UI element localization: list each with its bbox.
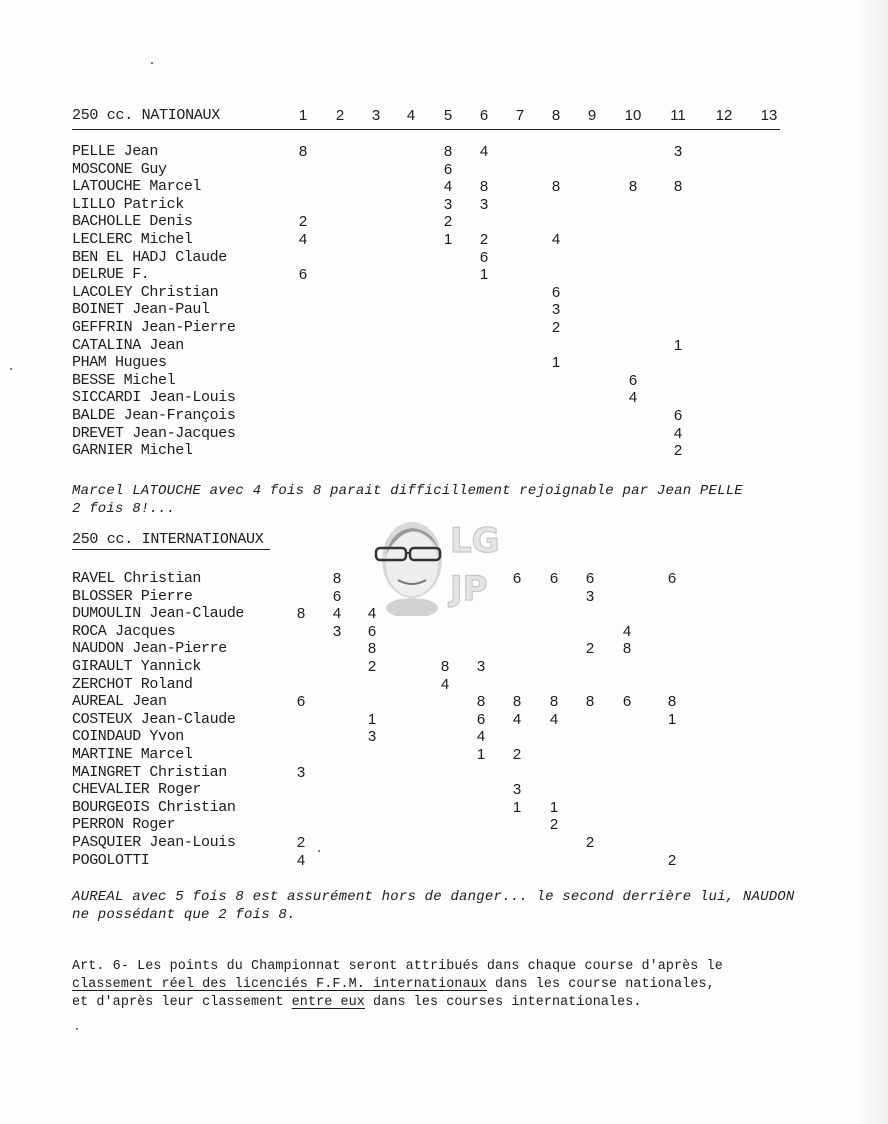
race-points: 6 [476,710,486,728]
section-header [0,107,888,129]
rider-name: BLOSSER Pierre [72,587,193,605]
result-row [0,337,888,355]
race-points: 1 [551,354,561,372]
underlined-text: entre eux [291,995,365,1010]
result-row [0,834,888,852]
rider-name: DREVET Jean-Jacques [72,424,236,442]
rider-name: BESSE Michel [72,371,176,389]
rider-name: DELRUE F. [72,266,150,284]
race-points: 2 [296,833,306,851]
rider-name: GARNIER Michel [72,442,193,460]
result-row [0,746,888,764]
result-row [0,231,888,249]
result-row [0,816,888,834]
race-points: 1 [667,710,677,728]
race-points: 8 [551,178,561,196]
article-text: et d'après leur classement [72,995,292,1010]
rider-name: RAVEL Christian [72,570,202,587]
column-heading: 11 [670,107,686,124]
section-title: 250 cc. NATIONAUX [72,107,220,124]
rider-name: CHEVALIER Roger [72,781,202,799]
race-points: 2 [549,816,559,834]
rider-name: BACHOLLE Denis [72,213,193,231]
result-row [0,693,888,711]
rider-name: LECLERC Michel [72,230,193,248]
result-row [0,676,888,694]
race-points: 3 [476,657,486,675]
result-row [0,425,888,443]
result-row [0,319,888,337]
rider-name: BALDE Jean-François [72,406,236,424]
race-points: 6 [667,570,677,587]
rider-name: GIRAULT Yannick [72,657,202,675]
race-points: 3 [512,781,522,799]
race-points: 6 [298,266,308,284]
article-line [72,994,832,1012]
article-6 [72,958,832,1012]
column-heading: 8 [551,107,561,124]
comment-internationaux [72,888,812,924]
race-points: 8 [476,693,486,711]
race-points: 6 [549,570,559,587]
rider-name: NAUDON Jean-Pierre [72,640,227,658]
result-row [0,196,888,214]
column-heading: 5 [443,107,453,124]
paper-speck [318,850,320,852]
result-row [0,143,888,161]
result-row [0,407,888,425]
rider-name: BOURGEOIS Christian [72,798,236,816]
svg-text:JP: JP [450,569,488,609]
race-points: 4 [296,851,306,869]
rider-name: LACOLEY Christian [72,283,219,301]
rider-name: PERRON Roger [72,816,176,834]
rider-name: POGOLOTTI [72,851,150,869]
race-points: 4 [476,728,486,746]
race-points: 4 [551,230,561,248]
race-points: 4 [673,424,683,442]
results-list [0,143,888,460]
race-points: 4 [298,230,308,248]
race-points: 8 [296,605,306,623]
paper-speck [76,1028,78,1030]
race-points: 1 [479,266,489,284]
comment-line: Marcel LATOUCHE avec 4 fois 8 parait difficillement rejoignable par Jean PELLE [72,483,743,499]
rider-name: MOSCONE Guy [72,160,167,178]
underlined-text: classement réel des licenciés F.F.M. internationaux [72,977,487,992]
race-points: 8 [367,640,377,658]
result-row [0,442,888,460]
rider-name: GEFFRIN Jean-Pierre [72,318,236,336]
race-points: 2 [479,230,489,248]
column-heading: 13 [760,107,778,124]
race-points: 4 [479,143,489,160]
race-points: 8 [298,143,308,160]
result-row [0,799,888,817]
result-row [0,284,888,302]
rider-name: DUMOULIN Jean-Claude [72,605,245,623]
result-row [0,728,888,746]
rider-name: ROCA Jacques [72,622,176,640]
race-points: 8 [549,693,559,711]
rider-name: MARTINE Marcel [72,745,193,763]
column-heading: 6 [479,107,489,124]
race-points: 2 [298,213,308,231]
column-heading: 4 [406,107,416,124]
rider-name: COINDAUD Yvon [72,728,184,746]
race-points: 4 [628,389,638,407]
result-row [0,623,888,641]
section-nationaux [0,107,888,460]
race-points: 3 [585,587,595,605]
column-heading: 9 [587,107,597,124]
race-points: 2 [673,442,683,460]
rider-name: PHAM Hugues [72,354,167,372]
comment-line: ne possédant que 2 fois 8. [72,907,296,923]
result-row [0,640,888,658]
article-text: dans les courses internationales. [364,995,642,1010]
column-heading: 12 [715,107,733,124]
rider-name: COSTEUX Jean-Claude [72,710,236,728]
race-points: 3 [673,143,683,160]
race-points: 2 [512,745,522,763]
article-line: Art. 6- Les points du Championnat seront attribués dans chaque course d'après le [72,959,723,974]
article-text: dans les course nationales, [486,977,715,992]
race-points: 6 [551,283,561,301]
rider-name: ZERCHOT Roland [72,675,193,693]
race-points: 2 [667,851,677,869]
race-points: 6 [628,371,638,389]
race-points: 4 [367,605,377,623]
result-row [0,711,888,729]
rider-name: PASQUIER Jean-Louis [72,833,236,851]
rider-name: PELLE Jean [72,143,159,160]
race-points: 6 [332,587,342,605]
race-points: 1 [512,798,522,816]
race-points: 8 [673,178,683,196]
race-points: 6 [673,406,683,424]
race-points: 6 [296,693,306,711]
rider-name: AUREAL Jean [72,693,167,711]
race-points: 8 [622,640,632,658]
race-points: 4 [622,622,632,640]
result-row [0,852,888,870]
result-row [0,764,888,782]
race-points: 2 [367,657,377,675]
race-points: 1 [673,336,683,354]
column-heading: 2 [335,107,345,124]
race-points: 2 [585,833,595,851]
watermark-logo [372,508,522,616]
race-points: 8 [443,143,453,160]
race-points: 4 [549,710,559,728]
column-heading: 7 [515,107,525,124]
race-points: 6 [585,570,595,587]
result-row [0,249,888,267]
rider-name: SICCARDI Jean-Louis [72,389,236,407]
rider-name: BEN EL HADJ Claude [72,248,227,266]
rider-name: LILLO Patrick [72,195,184,213]
race-points: 8 [479,178,489,196]
comment-line: AUREAL avec 5 fois 8 est assurément hors de danger... le second derrière lui, NAUDON [72,889,795,905]
result-row [0,354,888,372]
race-points: 4 [332,605,342,623]
portrait-logo-icon [372,508,522,616]
race-points: 3 [443,195,453,213]
race-points: 6 [443,160,453,178]
header-rule [72,129,780,130]
paper-speck [151,62,153,64]
race-points: 1 [367,710,377,728]
result-row [0,161,888,179]
race-points: 8 [667,693,677,711]
race-points: 1 [549,798,559,816]
race-points: 3 [479,195,489,213]
svg-text:LG: LG [450,521,500,561]
race-points: 8 [512,693,522,711]
race-points: 1 [443,230,453,248]
rider-name: BOINET Jean-Paul [72,301,210,319]
result-row [0,372,888,390]
race-points: 3 [367,728,377,746]
title-underline [72,549,270,550]
race-points: 2 [443,213,453,231]
paper-speck [10,368,12,370]
result-row [0,178,888,196]
race-points: 6 [622,693,632,711]
race-points: 8 [585,693,595,711]
article-line [72,976,832,994]
section-title: 250 cc. INTERNATIONAUX [72,531,264,548]
race-points: 2 [585,640,595,658]
result-row [0,389,888,407]
race-points: 3 [332,622,342,640]
race-points: 6 [367,622,377,640]
result-row [0,781,888,799]
column-heading: 1 [298,107,308,124]
race-points: 4 [443,178,453,196]
race-points: 3 [296,763,306,781]
race-points: 3 [551,301,561,319]
column-heading: 3 [371,107,381,124]
result-row [0,266,888,284]
rider-name: CATALINA Jean [72,336,184,354]
result-row [0,301,888,319]
result-row [0,213,888,231]
race-points: 6 [512,570,522,587]
rider-name: LATOUCHE Marcel [72,178,202,196]
race-points: 4 [512,710,522,728]
race-points: 4 [440,675,450,693]
race-points: 1 [476,745,486,763]
race-points: 8 [332,570,342,587]
rider-name: MAINGRET Christian [72,763,227,781]
race-points: 8 [628,178,638,196]
result-row [0,658,888,676]
race-points: 8 [440,657,450,675]
race-points: 6 [479,248,489,266]
race-points: 2 [551,318,561,336]
column-heading: 10 [624,107,642,124]
comment-line: 2 fois 8!... [72,501,176,517]
